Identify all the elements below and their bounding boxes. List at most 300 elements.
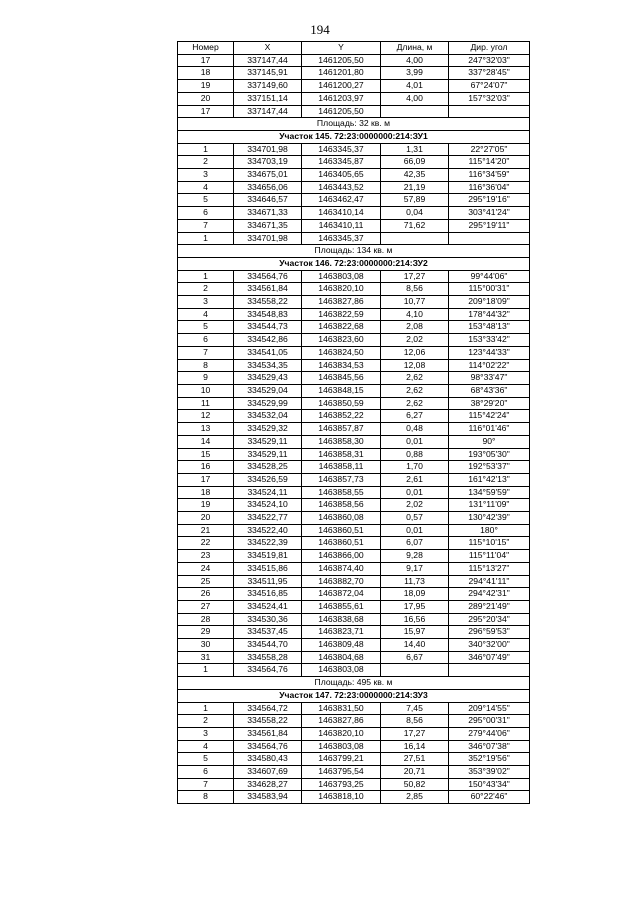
cell-y: 1463345,37 <box>302 143 381 156</box>
cell-x: 334703,19 <box>234 156 302 169</box>
cell-length: 15,97 <box>381 626 449 639</box>
cell-number: 8 <box>178 359 234 372</box>
cell-angle: 337°28'45" <box>449 67 530 80</box>
cell-length: 20,71 <box>381 766 449 779</box>
cell-length <box>381 105 449 118</box>
cell-x: 334528,25 <box>234 461 302 474</box>
cell-length: 2,08 <box>381 321 449 334</box>
cell-length: 4,01 <box>381 80 449 93</box>
cell-length: 8,56 <box>381 715 449 728</box>
cell-angle: 116°36'04" <box>449 181 530 194</box>
cell-number: 3 <box>178 727 234 740</box>
table-row <box>178 537 530 550</box>
coordinates-table <box>177 41 530 804</box>
cell-y: 1463820,10 <box>302 283 381 296</box>
cell-angle: 289°21'49" <box>449 600 530 613</box>
cell-y: 1463858,30 <box>302 435 381 448</box>
table-row <box>178 283 530 296</box>
table-row <box>178 791 530 804</box>
cell-length: 1,70 <box>381 461 449 474</box>
cell-length: 27,51 <box>381 753 449 766</box>
cell-length: 57,89 <box>381 194 449 207</box>
cell-angle: 38°29'20" <box>449 397 530 410</box>
area-label: Площадь: 32 кв. м <box>178 118 530 131</box>
cell-y: 1461205,50 <box>302 54 381 67</box>
cell-angle: 157°32'03" <box>449 92 530 105</box>
cell-x: 334558,22 <box>234 715 302 728</box>
cell-number: 17 <box>178 54 234 67</box>
cell-angle: 209°18'09" <box>449 296 530 309</box>
cell-length: 2,62 <box>381 372 449 385</box>
cell-y: 1463838,68 <box>302 613 381 626</box>
cell-y: 1463809,48 <box>302 639 381 652</box>
cell-y: 1463803,08 <box>302 270 381 283</box>
cell-x: 334564,76 <box>234 664 302 677</box>
cell-number: 20 <box>178 512 234 525</box>
cell-number: 6 <box>178 207 234 220</box>
cell-angle: 295°19'16" <box>449 194 530 207</box>
cell-number: 1 <box>178 143 234 156</box>
header-length: Длина, м <box>381 42 449 55</box>
table-row <box>178 321 530 334</box>
cell-x: 334558,22 <box>234 296 302 309</box>
table-row <box>178 651 530 664</box>
cell-length: 2,02 <box>381 499 449 512</box>
cell-x: 334530,36 <box>234 613 302 626</box>
cell-length: 21,19 <box>381 181 449 194</box>
cell-angle: 116°34'59" <box>449 169 530 182</box>
cell-angle: 115°10'15" <box>449 537 530 550</box>
cell-angle: 67°24'07" <box>449 80 530 93</box>
cell-number: 5 <box>178 753 234 766</box>
cell-x: 334564,72 <box>234 702 302 715</box>
cell-y: 1463848,15 <box>302 384 381 397</box>
cell-x: 334524,41 <box>234 600 302 613</box>
header-y: Y <box>302 42 381 55</box>
cell-x: 334524,11 <box>234 486 302 499</box>
cell-angle: 98°33'47" <box>449 372 530 385</box>
cell-x: 337151,14 <box>234 92 302 105</box>
cell-y: 1463858,56 <box>302 499 381 512</box>
cell-angle: 294°42'31" <box>449 588 530 601</box>
cell-x: 334580,43 <box>234 753 302 766</box>
cell-length: 16,14 <box>381 740 449 753</box>
cell-angle: 99°44'06" <box>449 270 530 283</box>
cell-angle: 352°19'56" <box>449 753 530 766</box>
cell-number: 21 <box>178 524 234 537</box>
cell-number: 1 <box>178 270 234 283</box>
table-row <box>178 80 530 93</box>
table-row <box>178 105 530 118</box>
table-row <box>178 664 530 677</box>
cell-number: 4 <box>178 740 234 753</box>
cell-y: 1463793,25 <box>302 778 381 791</box>
table-row <box>178 346 530 359</box>
cell-angle: 131°11'09" <box>449 499 530 512</box>
cell-angle: 123°44'33" <box>449 346 530 359</box>
cell-angle <box>449 664 530 677</box>
cell-length: 2,61 <box>381 473 449 486</box>
cell-length: 2,02 <box>381 334 449 347</box>
cell-y: 1463834,53 <box>302 359 381 372</box>
cell-number: 25 <box>178 575 234 588</box>
cell-angle: 115°11'04" <box>449 550 530 563</box>
header-x: X <box>234 42 302 55</box>
cell-number: 23 <box>178 550 234 563</box>
table-row <box>178 613 530 626</box>
cell-length: 0,01 <box>381 486 449 499</box>
cell-angle: 247°32'03" <box>449 54 530 67</box>
cell-length: 4,00 <box>381 54 449 67</box>
table-row <box>178 54 530 67</box>
table-row <box>178 550 530 563</box>
cell-length: 0,48 <box>381 423 449 436</box>
cell-number: 5 <box>178 321 234 334</box>
cell-x: 334532,04 <box>234 410 302 423</box>
cell-number: 7 <box>178 346 234 359</box>
area-row <box>178 245 530 258</box>
cell-y: 1463822,68 <box>302 321 381 334</box>
cell-length: 12,08 <box>381 359 449 372</box>
table-row <box>178 562 530 575</box>
cell-y: 1463858,11 <box>302 461 381 474</box>
table-row <box>178 486 530 499</box>
cell-y: 1463827,86 <box>302 296 381 309</box>
cell-angle: 22°27'05" <box>449 143 530 156</box>
cell-y: 1463345,87 <box>302 156 381 169</box>
cell-number: 1 <box>178 664 234 677</box>
cell-angle: 295°20'34" <box>449 613 530 626</box>
cell-length <box>381 664 449 677</box>
cell-y: 1463795,54 <box>302 766 381 779</box>
cell-length: 18,09 <box>381 588 449 601</box>
cell-angle: 90° <box>449 435 530 448</box>
table-row <box>178 575 530 588</box>
cell-y: 1463857,73 <box>302 473 381 486</box>
table-body <box>178 54 530 803</box>
cell-number: 1 <box>178 232 234 245</box>
cell-x: 334561,84 <box>234 727 302 740</box>
cell-y: 1463803,08 <box>302 664 381 677</box>
cell-angle: 295°00'31" <box>449 715 530 728</box>
cell-x: 334529,43 <box>234 372 302 385</box>
table-row <box>178 143 530 156</box>
cell-x: 337145,91 <box>234 67 302 80</box>
cell-length: 6,07 <box>381 537 449 550</box>
cell-length: 8,56 <box>381 283 449 296</box>
cell-length: 50,82 <box>381 778 449 791</box>
cell-angle: 115°13'27" <box>449 562 530 575</box>
table-row <box>178 588 530 601</box>
cell-length: 6,67 <box>381 651 449 664</box>
cell-number: 6 <box>178 334 234 347</box>
cell-angle: 296°59'53" <box>449 626 530 639</box>
cell-angle: 115°00'31" <box>449 283 530 296</box>
cell-length: 14,40 <box>381 639 449 652</box>
cell-angle: 193°05'30" <box>449 448 530 461</box>
cell-number: 8 <box>178 791 234 804</box>
cell-number: 19 <box>178 499 234 512</box>
table-row <box>178 359 530 372</box>
cell-x: 334519,81 <box>234 550 302 563</box>
cell-length: 17,27 <box>381 270 449 283</box>
cell-x: 334671,35 <box>234 219 302 232</box>
cell-number: 24 <box>178 562 234 575</box>
table-row <box>178 207 530 220</box>
cell-x: 334522,40 <box>234 524 302 537</box>
cell-x: 334583,94 <box>234 791 302 804</box>
section-title-row <box>178 130 530 143</box>
table-row <box>178 473 530 486</box>
table-row <box>178 600 530 613</box>
cell-y: 1463874,40 <box>302 562 381 575</box>
cell-number: 2 <box>178 715 234 728</box>
cell-x: 334558,28 <box>234 651 302 664</box>
cell-y: 1463857,87 <box>302 423 381 436</box>
cell-angle: 346°07'49" <box>449 651 530 664</box>
cell-x: 334646,57 <box>234 194 302 207</box>
cell-y: 1463855,61 <box>302 600 381 613</box>
cell-angle: 134°59'59" <box>449 486 530 499</box>
table-row <box>178 194 530 207</box>
cell-length: 4,10 <box>381 308 449 321</box>
table-row <box>178 270 530 283</box>
table-row <box>178 499 530 512</box>
cell-x: 334564,76 <box>234 740 302 753</box>
cell-y: 1463827,86 <box>302 715 381 728</box>
cell-y: 1463866,00 <box>302 550 381 563</box>
cell-y: 1463858,31 <box>302 448 381 461</box>
cell-number: 16 <box>178 461 234 474</box>
cell-x: 334675,01 <box>234 169 302 182</box>
cell-y: 1463804,68 <box>302 651 381 664</box>
cell-angle: 279°44'06" <box>449 727 530 740</box>
table-row <box>178 296 530 309</box>
cell-y: 1463820,10 <box>302 727 381 740</box>
cell-number: 28 <box>178 613 234 626</box>
cell-x: 334526,59 <box>234 473 302 486</box>
cell-x: 334534,35 <box>234 359 302 372</box>
cell-angle: 303°41'24" <box>449 207 530 220</box>
cell-angle: 115°14'20" <box>449 156 530 169</box>
cell-length: 4,00 <box>381 92 449 105</box>
cell-angle: 192°53'37" <box>449 461 530 474</box>
cell-angle: 68°43'36" <box>449 384 530 397</box>
cell-y: 1461205,50 <box>302 105 381 118</box>
cell-angle: 180° <box>449 524 530 537</box>
cell-angle <box>449 232 530 245</box>
cell-length: 2,62 <box>381 384 449 397</box>
cell-y: 1463860,51 <box>302 524 381 537</box>
cell-x: 334628,27 <box>234 778 302 791</box>
cell-number: 4 <box>178 181 234 194</box>
cell-number: 1 <box>178 702 234 715</box>
table-row <box>178 727 530 740</box>
cell-angle: 209°14'55" <box>449 702 530 715</box>
cell-y: 1463443,52 <box>302 181 381 194</box>
cell-y: 1461201,80 <box>302 67 381 80</box>
cell-y: 1463799,21 <box>302 753 381 766</box>
cell-y: 1463410,11 <box>302 219 381 232</box>
cell-length: 66,09 <box>381 156 449 169</box>
cell-y: 1463850,59 <box>302 397 381 410</box>
cell-length: 16,56 <box>381 613 449 626</box>
cell-number: 10 <box>178 384 234 397</box>
cell-length: 0,57 <box>381 512 449 525</box>
cell-x: 334515,86 <box>234 562 302 575</box>
table-row <box>178 372 530 385</box>
cell-y: 1463823,60 <box>302 334 381 347</box>
cell-length: 0,88 <box>381 448 449 461</box>
cell-y: 1461203,97 <box>302 92 381 105</box>
cell-number: 17 <box>178 473 234 486</box>
cell-length: 3,99 <box>381 67 449 80</box>
cell-y: 1463823,71 <box>302 626 381 639</box>
cell-angle: 153°48'13" <box>449 321 530 334</box>
cell-length: 9,28 <box>381 550 449 563</box>
cell-number: 20 <box>178 92 234 105</box>
cell-length: 0,01 <box>381 524 449 537</box>
table-row <box>178 740 530 753</box>
cell-x: 334529,11 <box>234 435 302 448</box>
cell-length: 17,27 <box>381 727 449 740</box>
page-number: 194 <box>310 22 330 37</box>
cell-x: 334516,85 <box>234 588 302 601</box>
table-row <box>178 524 530 537</box>
cell-y: 1461200,27 <box>302 80 381 93</box>
cell-number: 15 <box>178 448 234 461</box>
cell-angle: 116°01'46" <box>449 423 530 436</box>
cell-number: 2 <box>178 283 234 296</box>
table-row <box>178 461 530 474</box>
cell-angle: 340°32'00" <box>449 639 530 652</box>
table-row <box>178 639 530 652</box>
area-label: Площадь: 134 кв. м <box>178 245 530 258</box>
cell-number: 9 <box>178 372 234 385</box>
cell-number: 11 <box>178 397 234 410</box>
cell-number: 12 <box>178 410 234 423</box>
header-number: Номер <box>178 42 234 55</box>
table-row <box>178 219 530 232</box>
cell-number: 27 <box>178 600 234 613</box>
cell-x: 334701,98 <box>234 143 302 156</box>
area-row <box>178 118 530 131</box>
cell-x: 334529,32 <box>234 423 302 436</box>
cell-y: 1463860,08 <box>302 512 381 525</box>
table-row <box>178 67 530 80</box>
table-row <box>178 435 530 448</box>
cell-length: 6,27 <box>381 410 449 423</box>
cell-length: 71,62 <box>381 219 449 232</box>
table-row <box>178 156 530 169</box>
cell-length <box>381 232 449 245</box>
cell-number: 31 <box>178 651 234 664</box>
cell-y: 1463824,50 <box>302 346 381 359</box>
cell-angle: 353°39'02" <box>449 766 530 779</box>
cell-number: 7 <box>178 219 234 232</box>
cell-number: 22 <box>178 537 234 550</box>
area-label: Площадь: 495 кв. м <box>178 677 530 690</box>
cell-y: 1463831,50 <box>302 702 381 715</box>
cell-angle: 150°43'34" <box>449 778 530 791</box>
cell-y: 1463860,51 <box>302 537 381 550</box>
cell-length: 2,85 <box>381 791 449 804</box>
section-title-row <box>178 689 530 702</box>
table-row <box>178 423 530 436</box>
cell-x: 334544,70 <box>234 639 302 652</box>
cell-length: 11,73 <box>381 575 449 588</box>
cell-y: 1463803,08 <box>302 740 381 753</box>
cell-y: 1463858,55 <box>302 486 381 499</box>
cell-x: 337147,44 <box>234 105 302 118</box>
cell-number: 18 <box>178 67 234 80</box>
cell-x: 334537,45 <box>234 626 302 639</box>
cell-number: 3 <box>178 169 234 182</box>
cell-angle: 130°42'39" <box>449 512 530 525</box>
cell-y: 1463410,14 <box>302 207 381 220</box>
cell-length: 7,45 <box>381 702 449 715</box>
table-row <box>178 512 530 525</box>
cell-number: 29 <box>178 626 234 639</box>
table-row <box>178 92 530 105</box>
cell-angle: 60°22'46" <box>449 791 530 804</box>
cell-number: 17 <box>178 105 234 118</box>
cell-angle: 153°33'42" <box>449 334 530 347</box>
cell-number: 3 <box>178 296 234 309</box>
table-row <box>178 334 530 347</box>
cell-number: 7 <box>178 778 234 791</box>
table-row <box>178 766 530 779</box>
cell-number: 30 <box>178 639 234 652</box>
section-title: Участок 145. 72:23:0000000:214:ЗУ1 <box>178 130 530 143</box>
cell-y: 1463845,56 <box>302 372 381 385</box>
table-row <box>178 778 530 791</box>
cell-angle: 346°07'38" <box>449 740 530 753</box>
cell-y: 1463405,65 <box>302 169 381 182</box>
cell-x: 334542,86 <box>234 334 302 347</box>
cell-x: 334529,11 <box>234 448 302 461</box>
cell-x: 334561,84 <box>234 283 302 296</box>
cell-length: 2,62 <box>381 397 449 410</box>
cell-angle <box>449 105 530 118</box>
cell-angle: 178°44'32" <box>449 308 530 321</box>
cell-number: 6 <box>178 766 234 779</box>
table-row <box>178 626 530 639</box>
cell-x: 334671,33 <box>234 207 302 220</box>
cell-y: 1463462,47 <box>302 194 381 207</box>
cell-number: 5 <box>178 194 234 207</box>
cell-length: 1,31 <box>381 143 449 156</box>
cell-number: 2 <box>178 156 234 169</box>
table-row <box>178 308 530 321</box>
cell-x: 334522,77 <box>234 512 302 525</box>
table-row <box>178 702 530 715</box>
cell-x: 334607,69 <box>234 766 302 779</box>
cell-x: 334564,76 <box>234 270 302 283</box>
cell-length: 17,95 <box>381 600 449 613</box>
header-direction-angle: Дир. угол <box>449 42 530 55</box>
cell-x: 337149,60 <box>234 80 302 93</box>
cell-length: 9,17 <box>381 562 449 575</box>
cell-number: 26 <box>178 588 234 601</box>
cell-y: 1463872,04 <box>302 588 381 601</box>
section-title: Участок 147. 72:23:0000000:214:ЗУ3 <box>178 689 530 702</box>
area-row <box>178 677 530 690</box>
cell-y: 1463852,22 <box>302 410 381 423</box>
table-header-row <box>178 42 530 55</box>
cell-x: 334548,83 <box>234 308 302 321</box>
cell-x: 337147,44 <box>234 54 302 67</box>
